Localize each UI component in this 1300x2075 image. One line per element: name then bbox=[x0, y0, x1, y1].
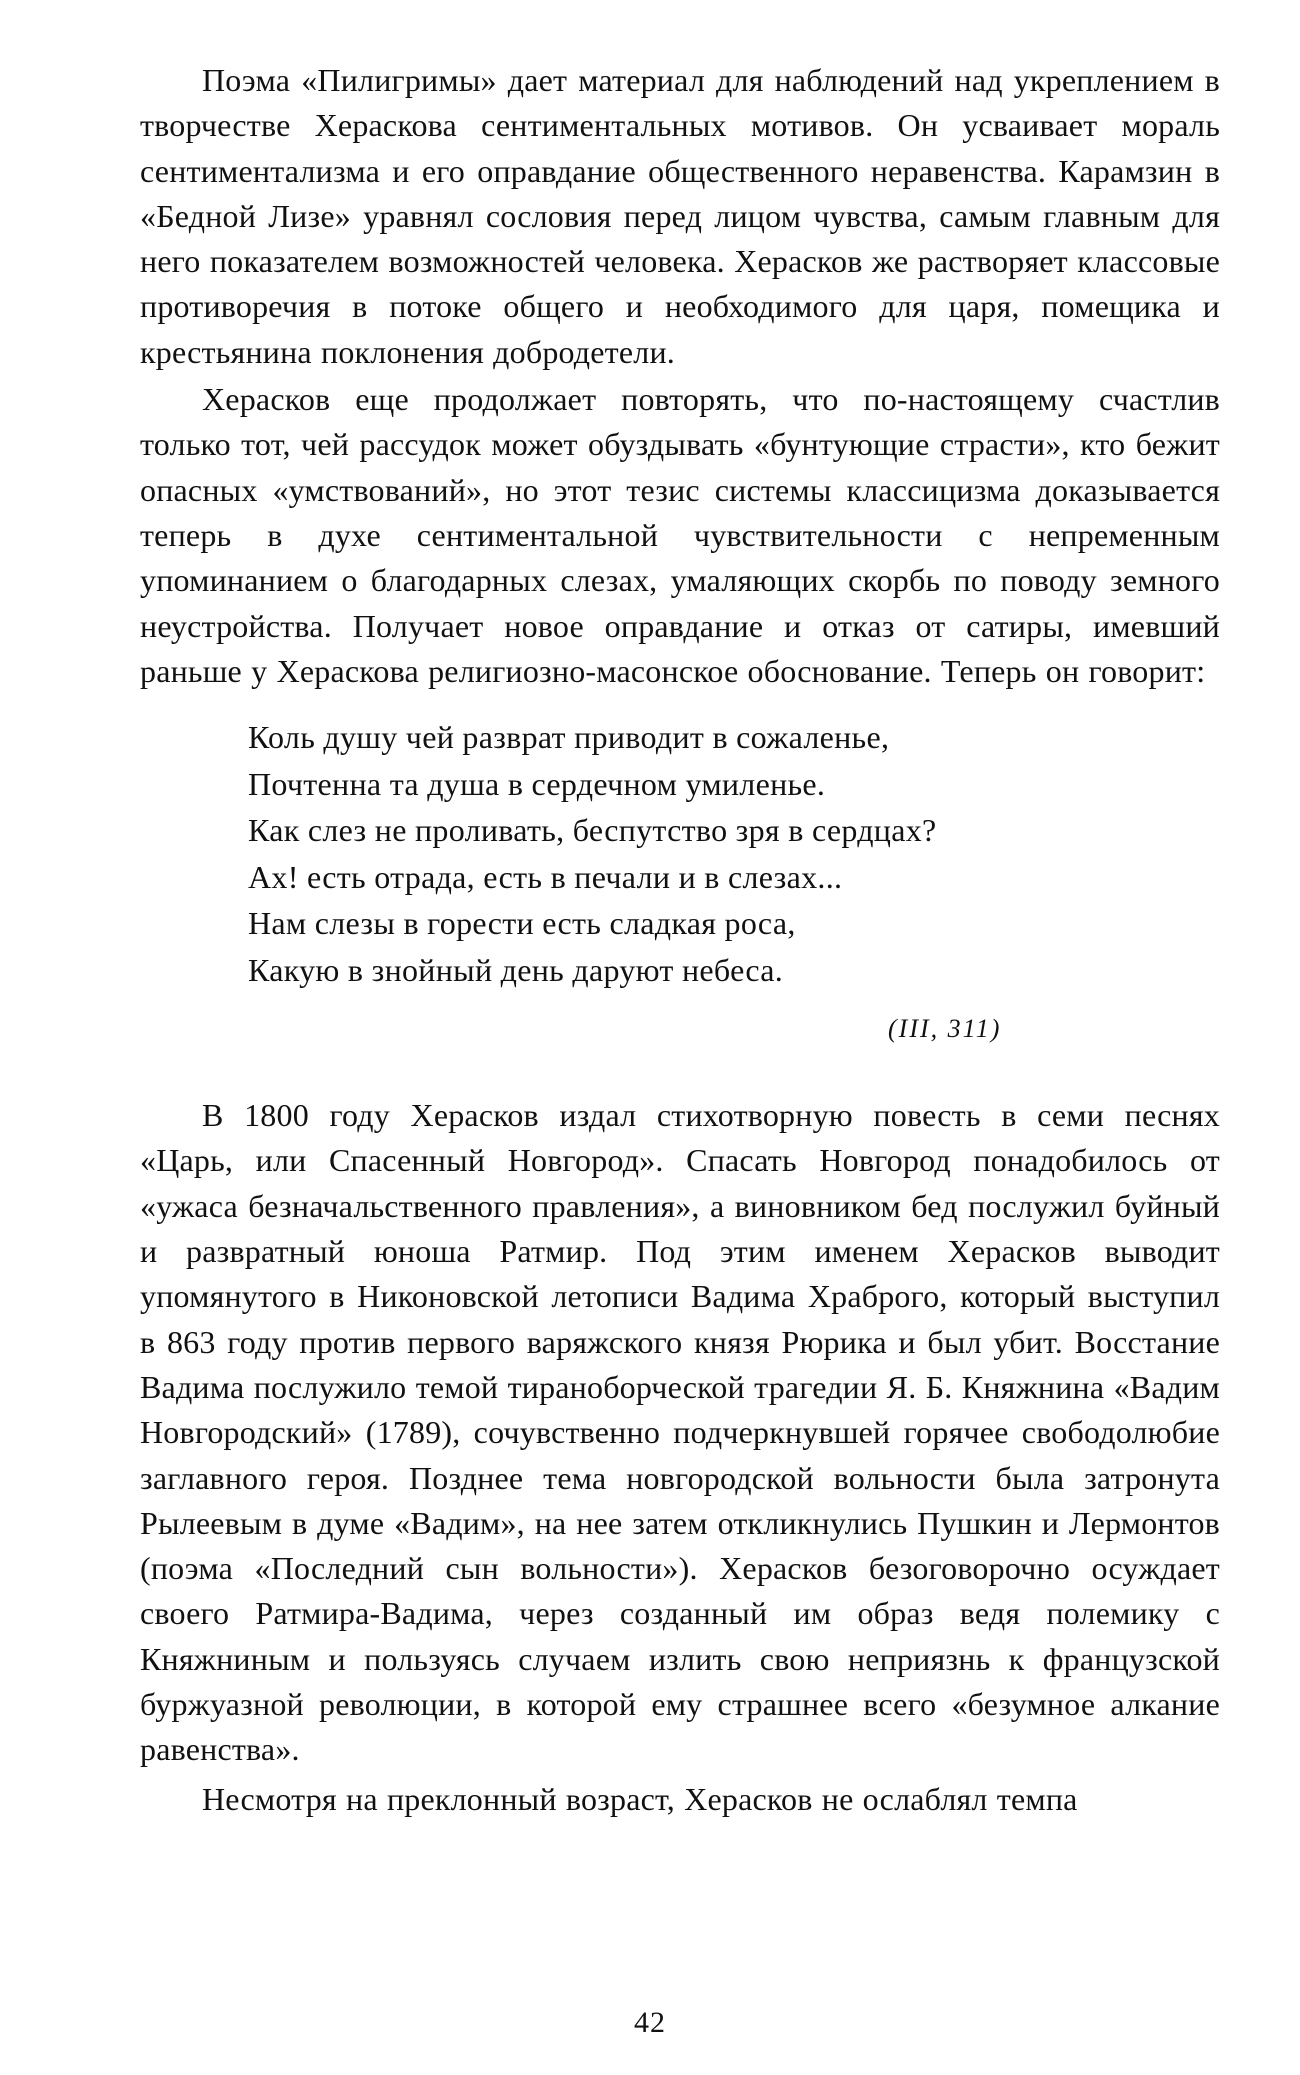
paragraph-kheraskov-continues: Херасков еще продолжает повторять, что по-настоящему счастлив только тот, чей рассудок может обуздывать «бунтующие страсти», кто бежит опасных «умствований», но этот тезис системы классицизма доказывается теперь в духе сентиментальной чувствительности с непременным упоминанием о благодарных слезах, умаляющих скорбь по поводу земного неустройства. Получает новое оправдание и отказ от сатиры, имевший раньше у Хераскова религиозно-масонское обоснование. Теперь он говорит: bbox=[140, 381, 1220, 689]
page-number: 42 bbox=[634, 2006, 666, 2039]
poem-line: Ах! есть отрада, есть в печали и в слезах... bbox=[248, 858, 843, 895]
poem-citation: (III, 311) bbox=[888, 1014, 1002, 1044]
poem-line: Коль душу чей разврат приводит в сожаленье, bbox=[248, 719, 890, 756]
poem-line: Нам слезы в горести есть сладкая роса, bbox=[248, 905, 796, 942]
poem-line: Почтенна та душа в сердечном умиленье. bbox=[248, 765, 826, 802]
poem-line: Как слез не проливать, беспутство зря в сердцах? bbox=[248, 812, 937, 849]
poem-line: Какую в знойный день даруют небеса. bbox=[248, 951, 784, 988]
paragraph-advanced-age: Несмотря на преклонный возраст, Херасков не ослаблял темпа bbox=[202, 1780, 1078, 1817]
paragraph-tsar-novgorod: В 1800 году Херасков издал стихотворную повесть в семи песнях «Царь, или Спасенный Новгород». Спасать Новгород понадобилось от «ужаса безначальственного правления», а виновником бед послужил буйный и развратный юноша Ратмир. Под этим именем Херасков выводит упомянутого в Никоновской летописи Вадима Храброго, который выступил в 863 году против первого варяжского князя Рюрика и был убит. Восстание Вадима послужило темой тираноборческой трагедии Я. Б. Княжнина «Вадим Новгородский» (1789), сочувственно подчеркнувшей горячее свободолюбие заглавного героя. Позднее тема новгородской вольности была затронута Рылеевым в думе «Вадим», на нее затем откликнулись Пушкин и Лермонтов (поэма «Последний сын вольности»). Херасков безоговорочно осуждает своего Ратмира-Вадима, через созданный им образ ведя полемику с Княжниным и пользуясь случаем излить свою неприязнь к французской буржуазной революции, в которой ему страшнее всего «безумное алкание равенства». bbox=[140, 1097, 1220, 1768]
poem-quote bbox=[248, 714, 1220, 993]
paragraph-pilgrims: Поэма «Пилигримы» дает материал для наблюдений над укреплением в творчестве Хераскова сентиментальных мотивов. Он усваивает мораль сентиментализма и его оправдание общественного неравенства. Карамзин в «Бедной Лизе» уравнял сословия перед лицом чувства, самым главным для него показателем возможностей человека. Херасков же растворяет классовые противоречия в потоке общего и необходимого для царя, помещика и крестьянина поклонения добродетели. bbox=[140, 62, 1220, 370]
page-body bbox=[140, 58, 1220, 1822]
